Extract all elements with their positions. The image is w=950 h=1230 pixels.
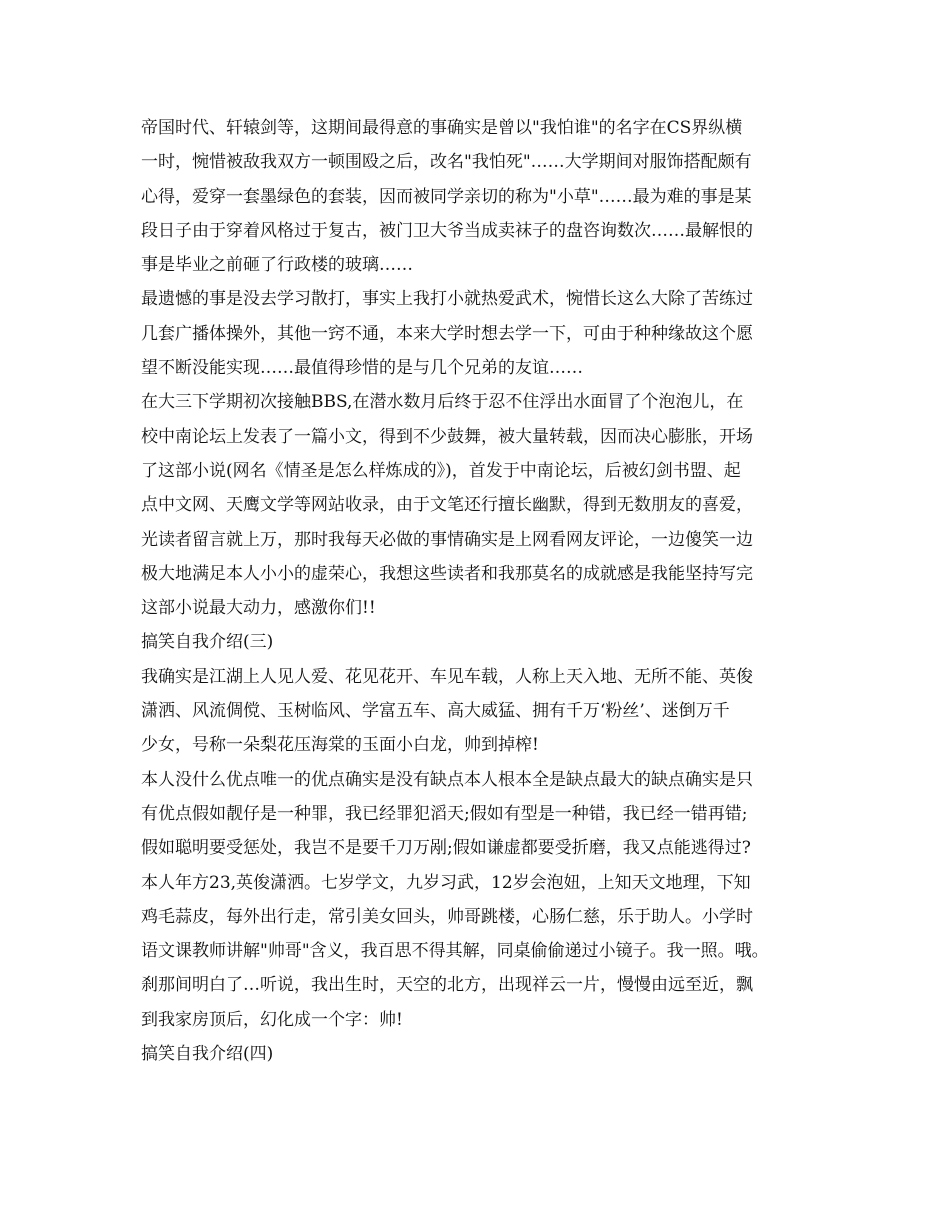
text-line: 望不断没能实现……最值得珍惜的是与几个兄弟的友谊…… <box>141 358 583 379</box>
document-body <box>141 111 821 1071</box>
text-line: 有优点假如靓仔是一种罪，我已经罪犯滔天;假如有型是一种错，我已经一错再错; <box>141 803 748 824</box>
text-line: 校中南论坛上发表了一篇小文，得到不少鼓舞，被大量转载，因而决心膨胀，开场 <box>141 426 753 447</box>
text-line: 了这部小说(网名《情圣是怎么样炼成的》)，首发于中南论坛，后被幻剑书盟、起 <box>141 460 741 481</box>
text-line: 帝国时代、轩辕剑等，这期间最得意的事确实是曾以"我怕谁"的名字在CS界纵横 <box>141 118 743 138</box>
text-line: 一时，惋惜被敌我双方一顿围殴之后，改名"我怕死"……大学期间对服饰搭配颇有 <box>141 152 752 173</box>
text-line: 最遗憾的事是没去学习散打，事实上我打小就热爱武术，惋惜长这么大除了苦练过 <box>141 289 753 310</box>
text-line: 假如聪明要受惩处，我岂不是要千刀万剐;假如谦虚都要受折磨，我又点能逃得过? <box>141 838 751 859</box>
text-line: 我确实是江湖上人见人爱、花见花开、车见车载，人称上天入地、无所不能、英俊 <box>141 666 753 687</box>
text-line: 语文课教师讲解"帅哥"含义，我百思不得其解，同桌偷偷递过小镜子。我一照。哦。 <box>141 941 769 962</box>
text-line: 少女，号称一朵梨花压海棠的玉面小白龙，帅到掉榨! <box>141 735 539 756</box>
text-line: 鸡毛蒜皮，每外出行走，常引美女回头，帅哥跳楼，心肠仁慈，乐于助人。小学时 <box>141 906 753 927</box>
text-line: 这部小说最大动力，感激你们!! <box>141 598 376 619</box>
text-line: 段日子由于穿着风格过于复古，被门卫大爷当成卖袜子的盘咨询数次……最解恨的 <box>141 220 753 241</box>
text-line: 潇洒、风流倜傥、玉树临风、学富五车、高大威猛、拥有千万‘粉丝’、迷倒万千 <box>141 701 730 722</box>
text-line: 几套广播体操外，其他一窍不通，本来大学时想去学一下，可由于种种缘故这个愿 <box>141 323 753 344</box>
text-line: 本人没什么优点唯一的优点确实是没有缺点本人根本全是缺点最大的缺点确实是只 <box>141 769 753 790</box>
section-heading: 搞笑自我介绍(三) <box>141 632 274 653</box>
text-line: 在大三下学期初次接触BBS,在潜水数月后终于忍不住浮出水面冒了个泡泡儿，在 <box>141 392 744 413</box>
text-line: 刹那间明白了…听说，我出生时，天空的北方，出现祥云一片，慢慢由远至近，飘 <box>141 975 753 996</box>
text-line: 到我家房顶后，幻化成一个字：帅! <box>141 1009 403 1030</box>
section-heading: 搞笑自我介绍(四) <box>141 1044 274 1065</box>
text-line: 光读者留言就上万，那时我每天必做的事情确实是上网看网友评论，一边傻笑一边 <box>141 529 753 550</box>
text-line: 极大地满足本人小小的虚荣心，我想这些读者和我那莫名的成就感是我能坚持写完 <box>141 563 753 584</box>
text-line: 事是毕业之前砸了行政楼的玻璃…… <box>141 255 413 276</box>
text-line: 点中文网、天鹰文学等网站收录，由于文笔还行擅长幽默，得到无数朋友的喜爱， <box>141 495 753 516</box>
text-line: 本人年方23,英俊潇洒。七岁学文，九岁习武，12岁会泡妞，上知天文地理，下知 <box>141 872 751 893</box>
text-line: 心得，爱穿一套墨绿色的套装，因而被同学亲切的称为"小草"……最为难的事是某 <box>141 186 752 207</box>
